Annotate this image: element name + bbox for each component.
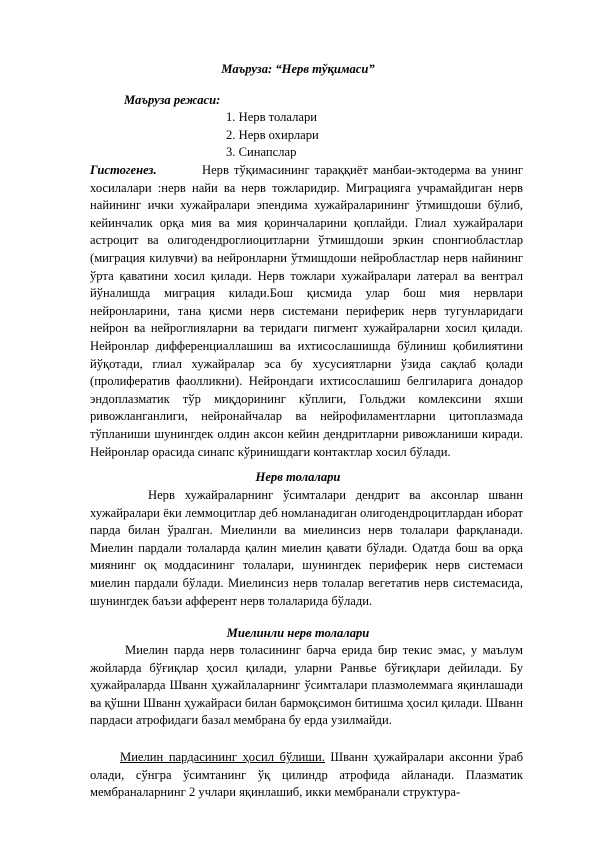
myelin-formation-lead: Миелин пардасининг ҳосил бўлиши. [120,750,325,764]
nerve-fibers-paragraph [90,487,523,610]
myelin-formation-paragraph [90,749,523,802]
myelin-formation-text: Шванн ҳужайралари аксонни ўраб олади, сўнгра ўсимтанинг ўқ цилиндр атрофида айланади. Плазматик мембраналарнинг 2 учлари яқинлашиб, икки мембранали структура- [90,750,523,800]
plan-item: 2. Нерв охирлари [226,127,319,142]
plan-heading: Маъруза режаси: [124,93,221,107]
nerve-fibers-heading: Нерв толалари [255,470,341,484]
lecture-title: Маъруза: “Нерв тўқимаси” [221,62,375,76]
histogenesis-paragraph [90,162,523,461]
plan-list [226,109,319,162]
paragraph-text [90,749,523,802]
plan-item: 3. Синапслар [226,145,297,160]
paragraph-text: Нерв хужайраларнинг ўсимталари дендрит ва аксонлар шванн хужайралари ёки леммоцитлар деб номланадиган олигодендроцитлардан иборат парда билан ўралган. Миелинли ва миелинсиз нерв толалари фарқланади. Миелин пардали толаларда қалин миелин қавати бўлади. Одатда бош ва орқа миянинг оқ моддасининг толалари, шунингдек периферик нерв системаси миелин пардали бўлади. Миелинсиз нерв толалар вегетатив нерв системасида, шунингдек баъзи афферент нерв толаларида бўлади. [90,488,523,608]
paragraph-text: Нерв тўқимасининг тараққиёт манбаи-эктодерма ва унинг хосилалари :нерв найи ва нерв тожларидир. Миграцияга учрамайдиган нерв найининг ички хужайралари эпендима хужайраларининг ўтмишдоши бўлиб, кейинчалик орқа мия ва мия қоринчаларини қоплайди. Глиал хужайралари астроцит ва олигодендроглиоцитларни ўтмишдоши эркин спонгиобластлар (миграция килувчи) ва нейронларни ўтмишдоши нейробластлар нерв найининг ўрта қаватини хосил қилади. Нерв тожлари хужайралари латерал ва вентрал йўналишда миграция килади.Бош қисмида улар бош мия нервлари нейронларини, тана қисми нерв системани периферик нерв тугунларидаги нейрон ва нейроглияларни ва теридаги пигмент хужайраларни хосил қилади. Нейронлар дифференциаллашиш ва ихтисослашишда бўлиниш қобилиятини йўқотади, глиал хужайралар эса бу хусусиятларни ўзида сақлаб қолади (пролифератив фаолликни). Нейрондаги ихтисослашиш белгиларига донадор эндоплазматик тўр миқдорининг кўплиги, Гольджи комлексини яхши ривожланганлиги, нейронайчалар ва нейрофиламентларни цитоплазмада тўпланиши шунингдек олдин аксон кейин дендритларни ривожланиши киради. Нейронлар орасида синапс кўринишдаги контактлар хосил бўлади. [90,163,523,459]
histogenesis-heading: Гистогенез. [90,163,157,177]
paragraph-text: Миелин парда нерв толасининг барча ерида бир текис эмас, у маълум жойларда бўғиқлар ҳосил қилади, уларни Ранвье бўғиқлари дейилади. Бу ҳужайраларда Шванн ҳужайлаларнинг ўсимталари плазмолеммага яқинлашади ва қўшни Шванн ҳужайраси билан бармоқсимон битишма ҳосил қилади. Шванн пардаси атрофидаги базал мембрана бу ерда узилмайди. [90,643,523,728]
myelinated-fibers-heading: Миелинли нерв толалари [226,626,370,640]
myelinated-fibers-paragraph [90,642,523,730]
plan-item: 1. Нерв толалари [226,110,318,124]
